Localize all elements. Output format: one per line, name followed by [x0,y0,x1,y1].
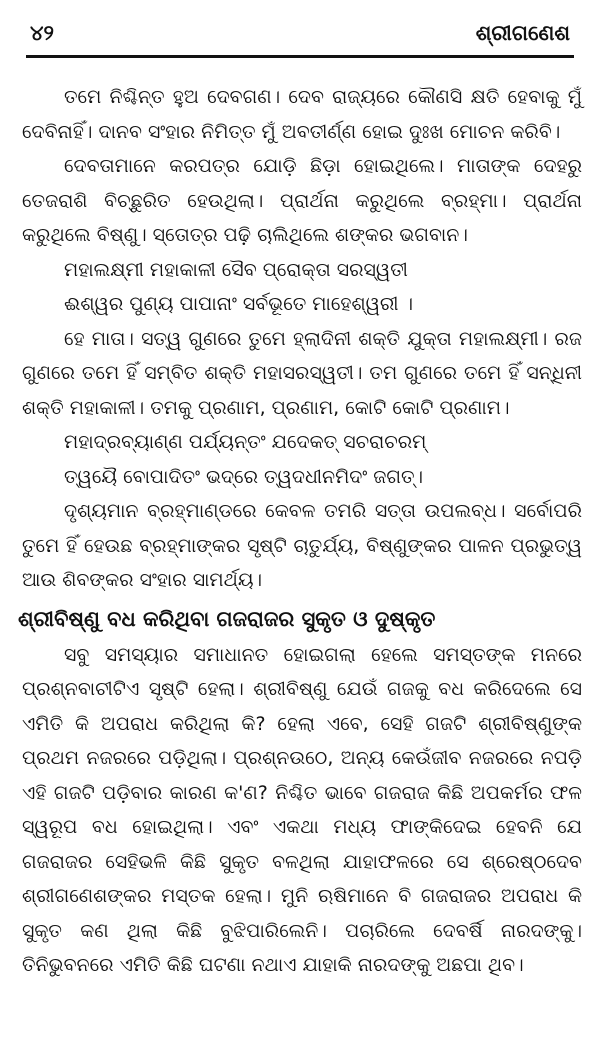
paragraph-3: ହେ ମାତା। ସତ୍ୱ ଗୁଣରେ ତୁମେ ହ୍ଲାଦିନୀ ଶକ୍ତି ଯୁକ୍ତା ମହାଲକ୍ଷ୍ମୀ। ରଜ ଗୁଣରେ ତମେ ହିଁ ସମ୍ବିତ ଶକ୍ତି ମହାସରସ୍ୱତୀ। ତମ ଗୁଣରେ ତମେ ହିଁ ସନ୍ଧିନୀ ଶକ୍ତି ମହାକାଳୀ। ତମକୁ ପ୍ରଣାମ, ପ୍ରଣାମ, କୋଟି କୋଟି ପ୍ରଣାମ। [22,327,582,419]
verse-2-line-2: ତ୍ୱୟୈ ବୋପାଦିତଂ ଭଦ୍ରେ ତ୍ୱଦଧୀନମିଦଂ ଜଗତ୍। [64,465,424,488]
page-number: ୪୨ [30,20,54,45]
paragraph-2: ଦେବତାମାନେ କରପତ୍ର ଯୋଡ଼ି ଛିଡ଼ା ହୋଇଥିଲେ। ମାତାଙ୍କ ଦେହରୁ ତେଜରାଶି ବିଚ୍ଛୁରିତ ହେଉଥିଲା। ପ୍ରାର୍ଥନା କରୁଥିଲେ ବ୍ରହ୍ମା। ପ୍ରାର୍ଥନା କରୁଥିଲେ ବିଷ୍ଣୁ। ସ୍ତୋତ୍ର ପଢ଼ି ଚାଲିଥିଲେ ଶଙ୍କର ଭଗବାନ। [22,155,582,246]
verse-1-line-1: ମହାଲକ୍ଷ୍ମୀ ମହାକାଳୀ ସୈବ ପ୍ରୋକ୍ତା ସରସ୍ୱତୀ [64,258,408,281]
page-body [18,80,582,983]
running-title: ଶ୍ରୀଗଣେଶ [475,20,570,45]
header-rule [26,55,574,58]
verse-2-line-1: ମହାଦ୍ରବ୍ୟାଣ୍ଣ ପର୍ଯ୍ୟନ୍ତଂ ଯଦେକତ୍ ସଚରାଚରମ୍ [64,431,427,453]
section-heading: ଶ୍ରୀବିଷ୍ଣୁ ବଧ କରିଥିବା ଗଜରାଜର ସୁକୃତ ଓ ଦୁଷ୍କୃତ [18,606,436,631]
paragraph-5: ସବୁ ସମସ୍ୟାର ସମାଧାନତ ହୋଇଗଲା ହେଲେ ସମସ୍ତଙ୍କ ମନରେ ପ୍ରଶ୍ନବାଚୀଟିଏ ସୃଷ୍ଟି ହେଲା। ଶ୍ରୀବିଷ୍ଣୁ ଯେଉଁ ଗଜକୁ ବଧ କରିଦେଲେ ସେ ଏମିତି କି ଅପରାଧ କରିଥିଲା କି? ହେଲା ଏବେ, ସେହି ଗଜଟି ଶ୍ରୀବିଷ୍ଣୁଙ୍କ ପ୍ରଥମ ନଜରରେ ପଡ଼ିଥିଲା। ପ୍ରଶ୍ନଉଠେ, ଅନ୍ୟ କେଉଁଜୀବ ନଜରରେ ନପଡ଼ି ଏହି ଗଜଟି ପଡ଼ିବାର କାରଣ କ'ଣ? ନିଶ୍ଚିତ ଭାବେ ଗଜରାଜ କିଛି ଅପକର୍ମର ଫଳ ସ୍ୱରୂପ ବଧ ହୋଇଥିଲା। ଏବଂ ଏକଥା ମଧ୍ୟ ଫାଙ୍କିଦେଇ ହେବନି ଯେ ଗଜରାଜର ସେହିଭଳି କିଛି ସୁକୃତ ବଳଥିଲା ଯାହାଫଳରେ ସେ ଶ୍ରେଷ୍ଠଦେବ ଶ୍ରୀଗଣେଶଙ୍କର ମସ୍ତକ ହେଲା। ମୁନି ଋଷିମାନେ ବି ଗଜରାଜର ଅପରାଧ କି ସୁକୃତ କଣ ଥିଲା କିଛି ବୁଝିପାରିଲେନି। ପଚାରିଲେ ଦେବର୍ଷି ନାରଦଙ୍କୁ। ତିନିଭୁବନରେ ଏମିତି କିଛି ଘଟଣା ନଥାଏ ଯାହାକି ନାରଦଙ୍କୁ ଅଛପା ଥିବ। [22,643,582,976]
verse-1-line-2: ଈଶ୍ୱର ପୁଣ୍ୟ ପାପାନାଂ ସର୍ବଭୂତେ ମାହେଶ୍ୱରୀ । [64,293,414,315]
page-header [30,18,570,48]
paragraph-4: ଦୃଶ୍ୟମାନ ବ୍ରହ୍ମାଣ୍ଡରେ କେବଳ ତମରି ସତ୍ତା ଉପଲବ୍ଧ। ସର୍ବୋପରି ତୁମେ ହିଁ ହେଉଛ ବ୍ରହ୍ମାଙ୍କର ସୃଷ୍ଟି ଚାତୁର୍ଯ୍ୟ, ବିଷ୍ଣୁଙ୍କର ପାଳନ ପ୍ରଭୁତ୍ୱ ଆଉ ଶିବଙ୍କର ସଂହାର ସାମର୍ଥ୍ୟ। [22,500,582,591]
paragraph-1: ତମେ ନିଶ୍ଚିନ୍ତ ହୁଅ ଦେବଗଣ। ଦେବ ରାଜ୍ୟରେ କୌଣସି କ୍ଷତି ହେବାକୁ ମୁଁ ଦେବିନାହିଁ। ଦାନବ ସଂହାର ନିମିତ୍ତ ମୁଁ ଅବତୀର୍ଣ୍ଣ ହୋଇ ଦୁଃଖ ମୋଚନ କରିବି। [22,86,582,143]
